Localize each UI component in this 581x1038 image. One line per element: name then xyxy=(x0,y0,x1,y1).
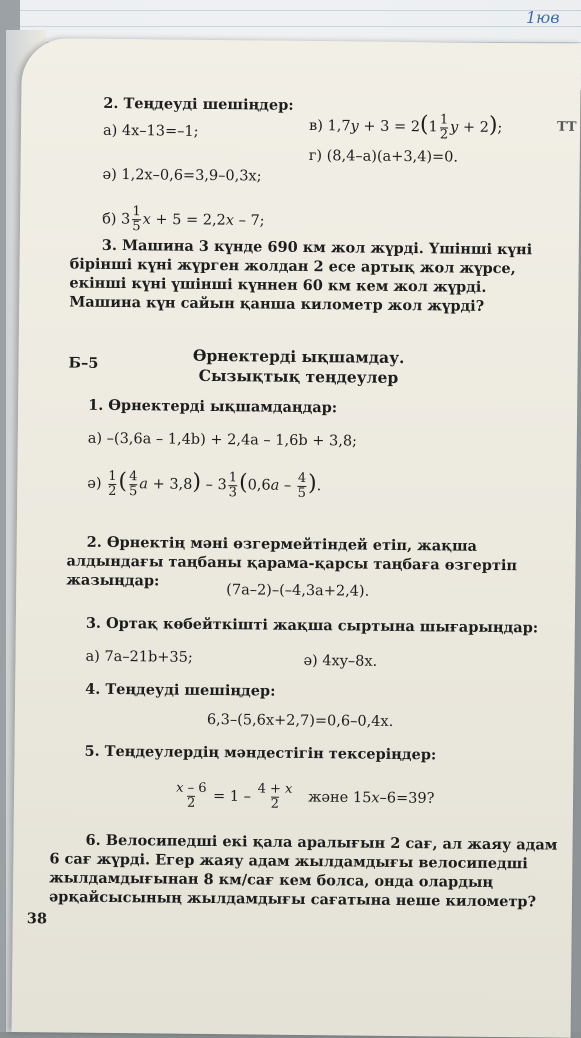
b5-task5-expression: $\frac{x - 6}{2}$ = 1 – $\frac{4 + x}{2}$ және 15x–6=39? xyxy=(176,780,435,812)
b5-task3-ae: ә) 4xy–8x. xyxy=(303,652,378,670)
section-title-line1: Өрнектерді ықшамдау. xyxy=(192,345,405,368)
side-edge-text: ТТ xyxy=(557,119,577,135)
section-title-line2: Сызықтық теңдеулер xyxy=(198,365,399,387)
equation-g: г) (8,4–a)(a+3,4)=0. xyxy=(308,148,459,166)
b5-task4-expression: 6,3–(5,6x+2,7)=0,6–0,4x. xyxy=(206,711,394,730)
handwritten-note: 1юв xyxy=(526,8,560,27)
b5-task5-title: 5. Теңдеулердің мәндестігін тексеріңдер: xyxy=(84,742,437,764)
section-label: Б–5 xyxy=(68,354,99,372)
b5-task3-title: 3. Ортақ көбейткішті жақша сыртына шығарыңдар: xyxy=(85,614,539,637)
equation-a: а) 4x–13=–1; xyxy=(102,122,199,140)
task2-title: 2. Теңдеуді шешіңдер: xyxy=(103,94,294,114)
b5-task1-a: а) –(3,6a – 1,4b) + 2,4a – 1,6b + 3,8; xyxy=(87,430,358,450)
task3-text: 3. Машина 3 күнде 690 км жол жүрді. Үшінші күні бірінші күні жүрген жолдан 2 есе артық жол жүрсе, екінші күні үшінші күннен 60 км кем жол жүрді. Машина күн сайын қанша километр жол жүрді? xyxy=(69,236,533,315)
equation-b: б) 3 $\frac{1}{5}$ x + 5 = 2,2x – 7; xyxy=(102,204,265,235)
b5-task2-text: 2. Өрнектің мәні өзгермейтіндей етіп, жақша алдындағы таңбаны қарама-қарсы таңбаға өзгертіп жазыңдар: xyxy=(66,533,518,590)
b5-task1-title: 1. Өрнектерді ықшамдаңдар: xyxy=(88,396,338,417)
b5-task1-ae: ә) $\frac{1}{2}$ ( $\frac{4}{5}$ a + 3,8) – 3 $\frac{1}{3}$ (0,6a – $\frac{4}{5}$ ). xyxy=(87,468,322,501)
b5-task6-text: 6. Велосипедші екі қала аралығын 2 сағ, ал жаяу адам 6 сағ жүрді. Егер жаяу адам жылдамдығы велосипедші жылдамдығынан 8 км/сағ кем болса, онда олардың әрқайсысының жылдамдығы сағатына неше километр? xyxy=(48,831,558,911)
book-page xyxy=(12,38,581,1038)
equation-v: в) 1,7y + 3 = 2(1 $\frac{1}{2}$ y + 2); xyxy=(309,111,503,142)
equation-ae: ә) 1,2x–0,6=3,9–0,3x; xyxy=(102,166,262,185)
b5-task2-expression: (7a–2)–(–4,3a+2,4). xyxy=(226,582,370,600)
page-number: 38 xyxy=(26,910,48,928)
b5-task3-a: а) 7a–21b+35; xyxy=(85,648,193,666)
b5-task4-title: 4. Теңдеуді шешіңдер: xyxy=(85,680,276,700)
